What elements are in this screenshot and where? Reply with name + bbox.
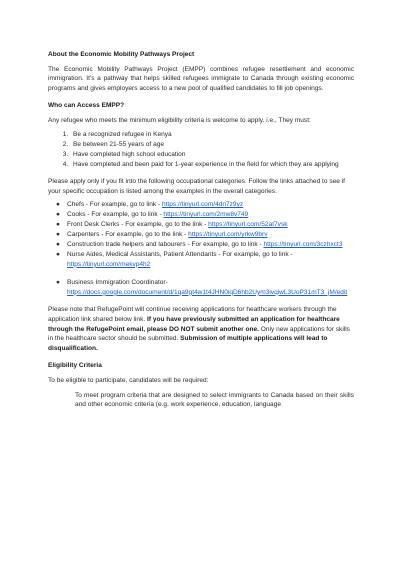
bullet-icon: ● <box>56 251 60 259</box>
list-spacer <box>67 270 354 278</box>
about-heading: About the Economic Mobility Pathways Project <box>48 51 195 58</box>
criteria-item: 1. Be a recognized refugee in Kenya <box>70 130 354 140</box>
category-link[interactable]: https://tinyurl.com/yrkw9brv <box>188 231 268 239</box>
category-item <box>56 210 354 220</box>
category-text: Chefs - For example, go to link - <box>67 201 162 209</box>
category-link[interactable]: https://tinyurl.com/4dn7z9yz <box>161 201 244 209</box>
category-item <box>56 240 354 250</box>
bullet-icon: ● <box>56 241 60 249</box>
criteria-item: 2. Be between 21-55 years of age <box>70 140 354 150</box>
category-link[interactable]: https://tinyurl.com/52at7vsk <box>208 221 288 229</box>
category-text: Nurse Aides, Medical Assistants, Patient Attendants - For example, go to link - <box>67 251 293 259</box>
about-paragraph: The Economic Mobility Pathways Project (EMPP) combines refugee resettlement and economic immigration. It’s a pathway that helps skilled refugees immigrate to Canada through existing economic programs and gives employers access to a new pool of qualified candidates to fill job openings. <box>48 65 354 92</box>
criteria-item: 3. Have completed high school education <box>70 150 354 160</box>
eligibility-paragraph: To meet program criteria that are designed to select immigrants to Canada based on their skills and other economic criteria (e.g. work experience, education, language <box>75 391 354 409</box>
notice-bold-warning: Submission of multiple applications will lead to disqualification. <box>48 335 328 352</box>
category-item <box>56 230 354 240</box>
category-item <box>56 200 354 210</box>
category-link[interactable]: https://tinyurl.com/mekvp4h2 <box>67 260 151 268</box>
category-link[interactable]: https://tinyurl.com/3czhxct3 <box>263 241 343 249</box>
bullet-icon: ● <box>56 201 60 209</box>
criteria-list <box>48 130 354 170</box>
eligibility-heading: Eligibility Criteria <box>48 362 102 370</box>
category-item <box>56 220 354 230</box>
category-text: Front Desk Clerks - For example, go to the link - <box>67 221 209 229</box>
coordinator-text: Business Immigration Coordinator- <box>67 279 168 287</box>
notice-text: Please note that RefugePoint will continue receiving applications for healthcare workers through the application link shared below link. <box>48 306 337 323</box>
coordinator-item <box>56 278 354 297</box>
notice-text: Only new applications for skills in the healthcare sector should be submitted. <box>48 325 350 343</box>
categories-list <box>48 200 354 297</box>
access-intro: Any refugee who meets the minimum eligibility criteria is welcome to apply. i.e., They must: <box>48 116 311 124</box>
bullet-icon: ● <box>56 279 60 287</box>
access-heading: Who can Access EMPP? <box>48 102 125 110</box>
document-content <box>48 50 354 410</box>
category-text: Construction trade helpers and labourers - For example, go to link - <box>67 241 264 249</box>
bullet-icon: ● <box>56 231 60 239</box>
coordinator-link[interactable]: https://docs.google.com/document/d/1qa9gt4w1t4JHN0iqD6hb2Uym3ivqiwL3UoP31mT3_jM/edit <box>67 288 348 296</box>
bullet-icon: ● <box>56 211 60 219</box>
category-text: Carpenters - For example, go to the link - <box>67 231 189 239</box>
criteria-item: 4. Have completed and been paid for 1-year experience in the field for which they are applying <box>70 160 354 170</box>
category-item <box>56 250 354 269</box>
bullet-icon: ● <box>56 221 60 229</box>
category-link[interactable]: https://tinyurl.com/2mw8v749 <box>163 211 249 219</box>
notice-paragraph <box>48 305 354 353</box>
category-text: Cooks - For example, go to link - <box>67 211 164 219</box>
categories-intro: Please apply only if you fit into the following occupational categories. Follow the links attached to see if your specific occupation is listed among the examples in the overall categories. <box>48 178 345 195</box>
eligibility-intro: To be eligible to participate, candidates will be required: <box>48 376 209 384</box>
notice-bold-warning: If you have previously submitted an application for healthcare through the RefugePoint email, please DO NOT submit another one. <box>48 315 340 333</box>
